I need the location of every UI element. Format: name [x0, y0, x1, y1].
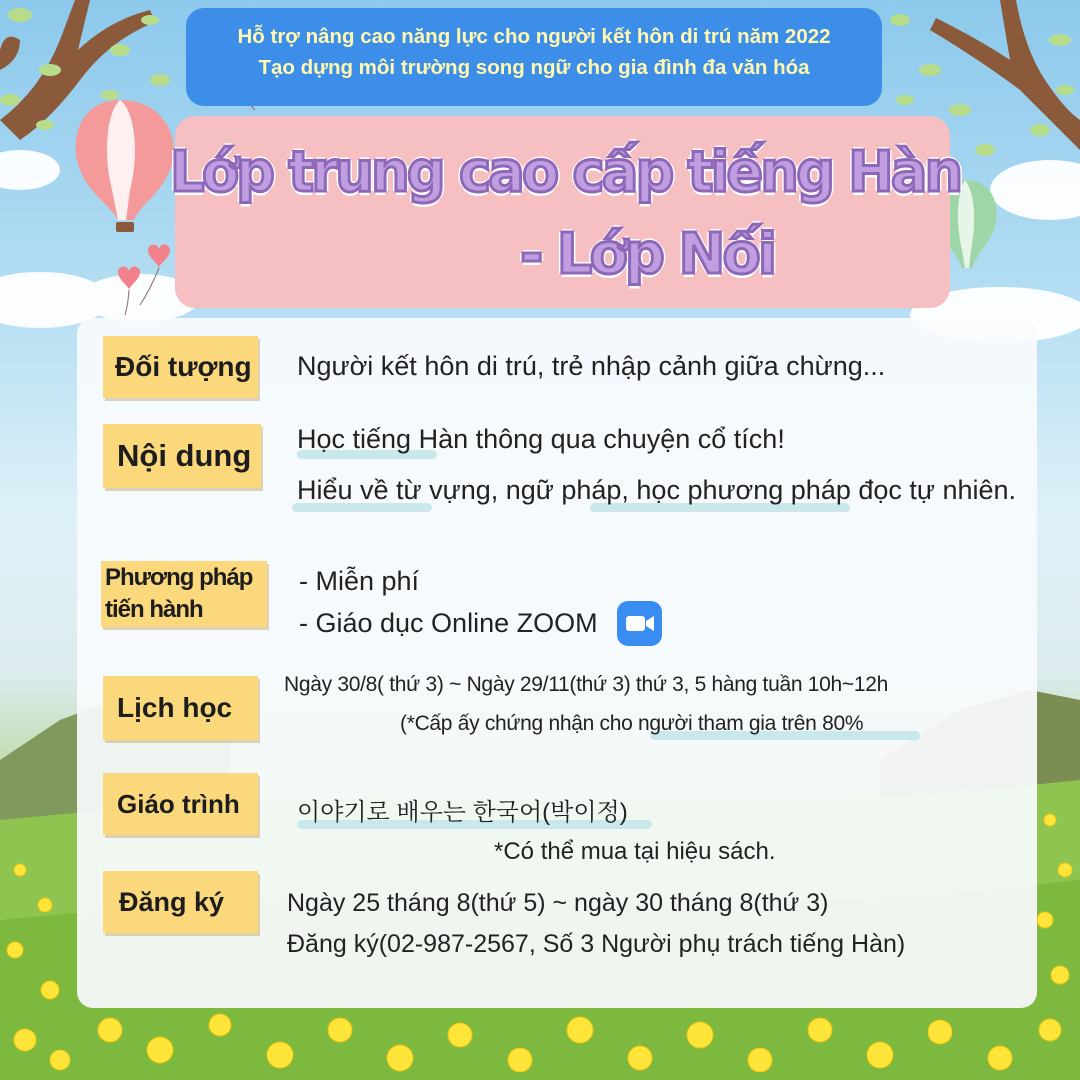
textbook-text-line-2: *Có thể mua tại hiệu sách. — [494, 838, 776, 865]
label-method-line-1: Phương pháp — [105, 564, 253, 591]
page-title-line-2: - Lớp Nối — [520, 222, 775, 287]
label-target: Đối tượng — [103, 336, 258, 398]
label-method-line-2: tiến hành — [105, 596, 203, 623]
textbook-text-line-1: 이야기로 배우는 한국어(박이정) — [297, 799, 628, 826]
label-content: Nội dung — [103, 424, 261, 488]
schedule-text-line-1: Ngày 30/8( thứ 3) ~ Ngày 29/11(thứ 3) thứ 3, 5 hàng tuần 10h~12h — [284, 673, 888, 696]
method-text-line-2: - Giáo dục Online ZOOM — [299, 608, 598, 638]
banner-line-1: Hỗ trợ nâng cao năng lực cho người kết hôn di trú năm 2022 — [237, 25, 831, 48]
schedule-text-line-2: (*Cấp ấy chứng nhận cho người tham gia trên 80% — [400, 712, 864, 735]
banner-line-2: Tạo dựng môi trường song ngữ cho gia đình đa văn hóa — [258, 56, 810, 79]
method-text-line-1: - Miễn phí — [299, 566, 420, 596]
target-text: Người kết hôn di trú, trẻ nhập cảnh giữa chừng... — [297, 351, 886, 381]
register-text-line-2: Đăng ký(02-987-2567, Số 3 Người phụ trách tiếng Hàn) — [287, 930, 906, 958]
page-title-line-1: Lớp trung cao cấp tiếng Hàn — [170, 140, 961, 205]
label-schedule: Lịch học — [103, 676, 258, 740]
label-register: Đăng ký — [103, 871, 258, 933]
label-method — [101, 561, 267, 627]
zoom-video-icon — [617, 601, 662, 646]
hot-air-balloon-left — [76, 100, 174, 232]
content-text-line-2: Hiểu về từ vựng, ngữ pháp, học phương pháp đọc tự nhiên. — [297, 475, 1017, 505]
top-banner — [186, 8, 882, 106]
content-text-line-1: Học tiếng Hàn thông qua chuyện cổ tích! — [297, 424, 785, 454]
register-text-line-1: Ngày 25 tháng 8(thứ 5) ~ ngày 30 tháng 8(thứ 3) — [287, 889, 829, 917]
label-textbook: Giáo trình — [103, 773, 258, 835]
